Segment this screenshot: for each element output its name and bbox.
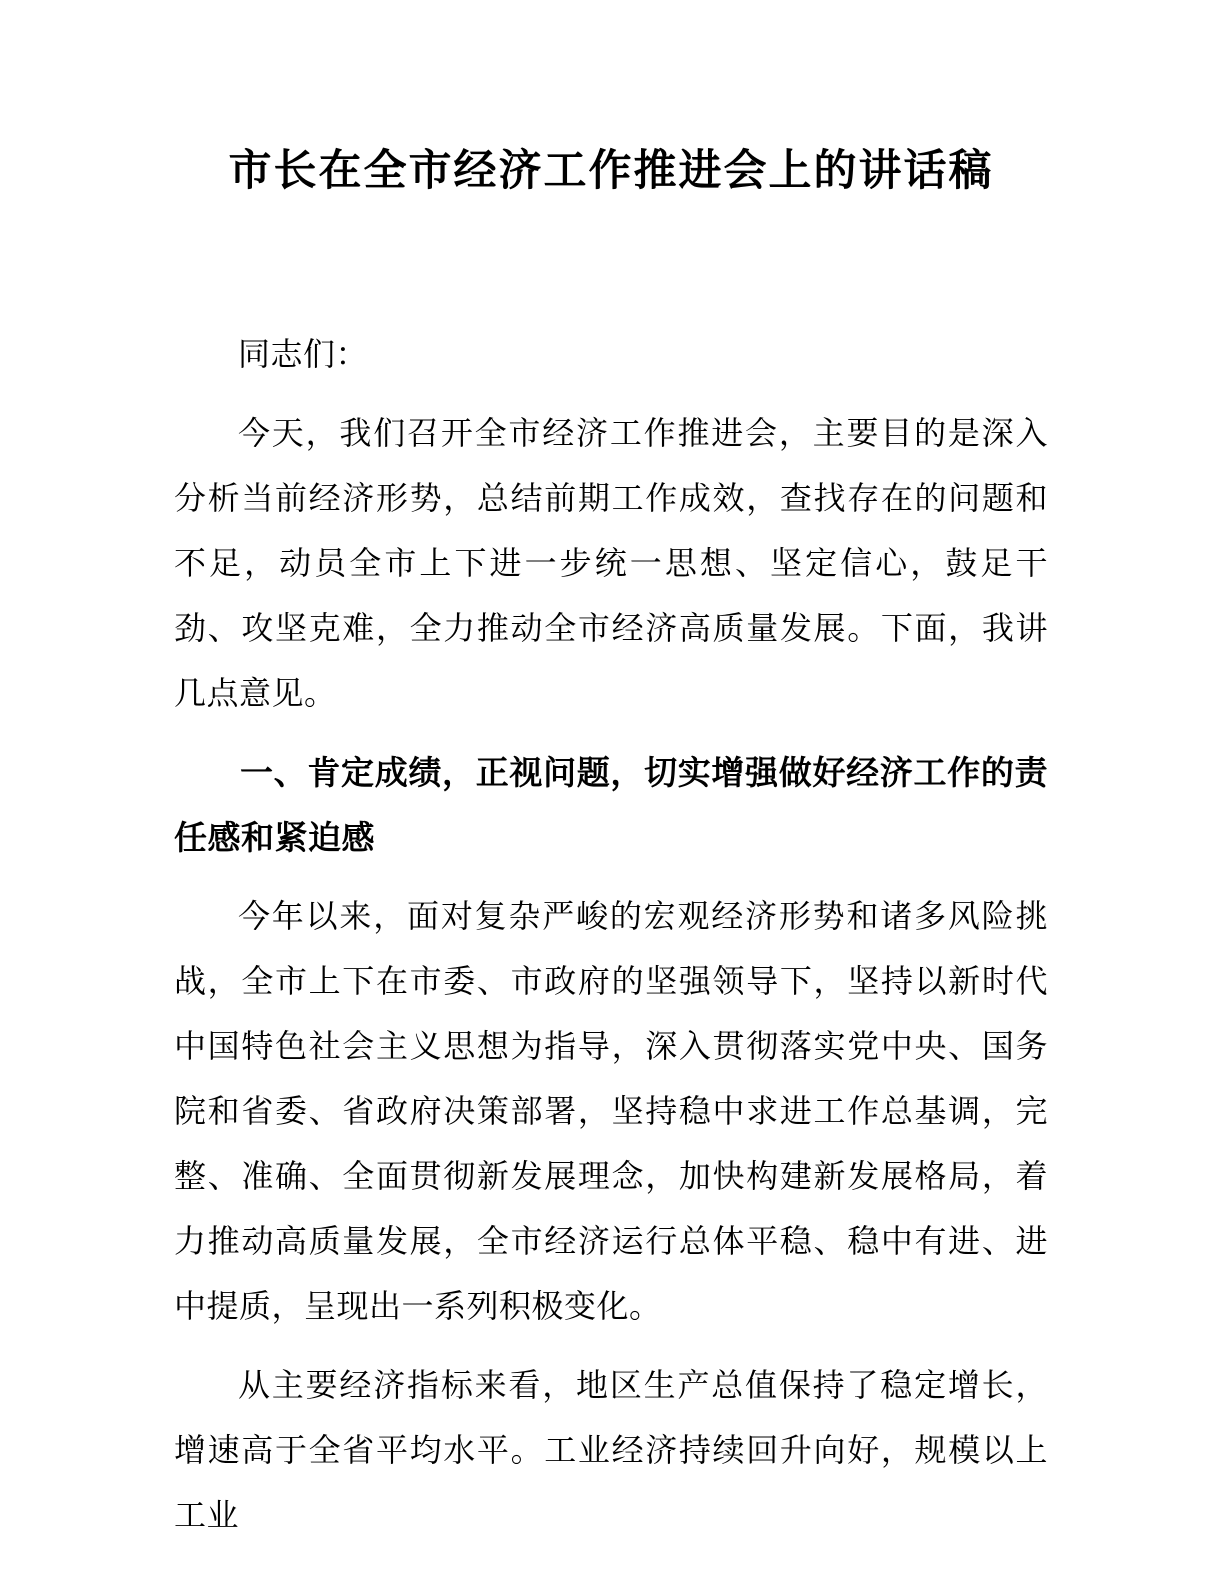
paragraph: 今天，我们召开全市经济工作推进会，主要目的是深入分析当前经济形势，总结前期工作成效，查找存在的问题和不足，动员全市上下进一步统一思想、坚定信心，鼓足干劲、攻坚克难，全力推动全市经济高质量发展。下面，我讲几点意见。 [174, 415, 1048, 711]
document-title: 市长在全市经济工作推进会上的讲话稿 [228, 148, 994, 195]
document-body [174, 322, 1048, 1548]
paragraph: 从主要经济指标来看，地区生产总值保持了稳定增长，增速高于全省平均水平。工业经济持续回升向好，规模以上工业 [174, 1367, 1048, 1533]
section-heading: 一、肯定成绩，正视问题，切实增强做好经济工作的责任感和紧迫感 [174, 754, 1048, 856]
salutation: 同志们： [238, 336, 369, 372]
paragraph: 今年以来，面对复杂严峻的宏观经济形势和诸多风险挑战，全市上下在市委、市政府的坚强领导下，坚持以新时代中国特色社会主义思想为指导，深入贯彻落实党中央、国务院和省委、省政府决策部署，坚持稳中求进工作总基调，完整、准确、全面贯彻新发展理念，加快构建新发展格局，着力推动高质量发展，全市经济运行总体平稳、稳中有进、进中提质，呈现出一系列积极变化。 [174, 898, 1048, 1324]
